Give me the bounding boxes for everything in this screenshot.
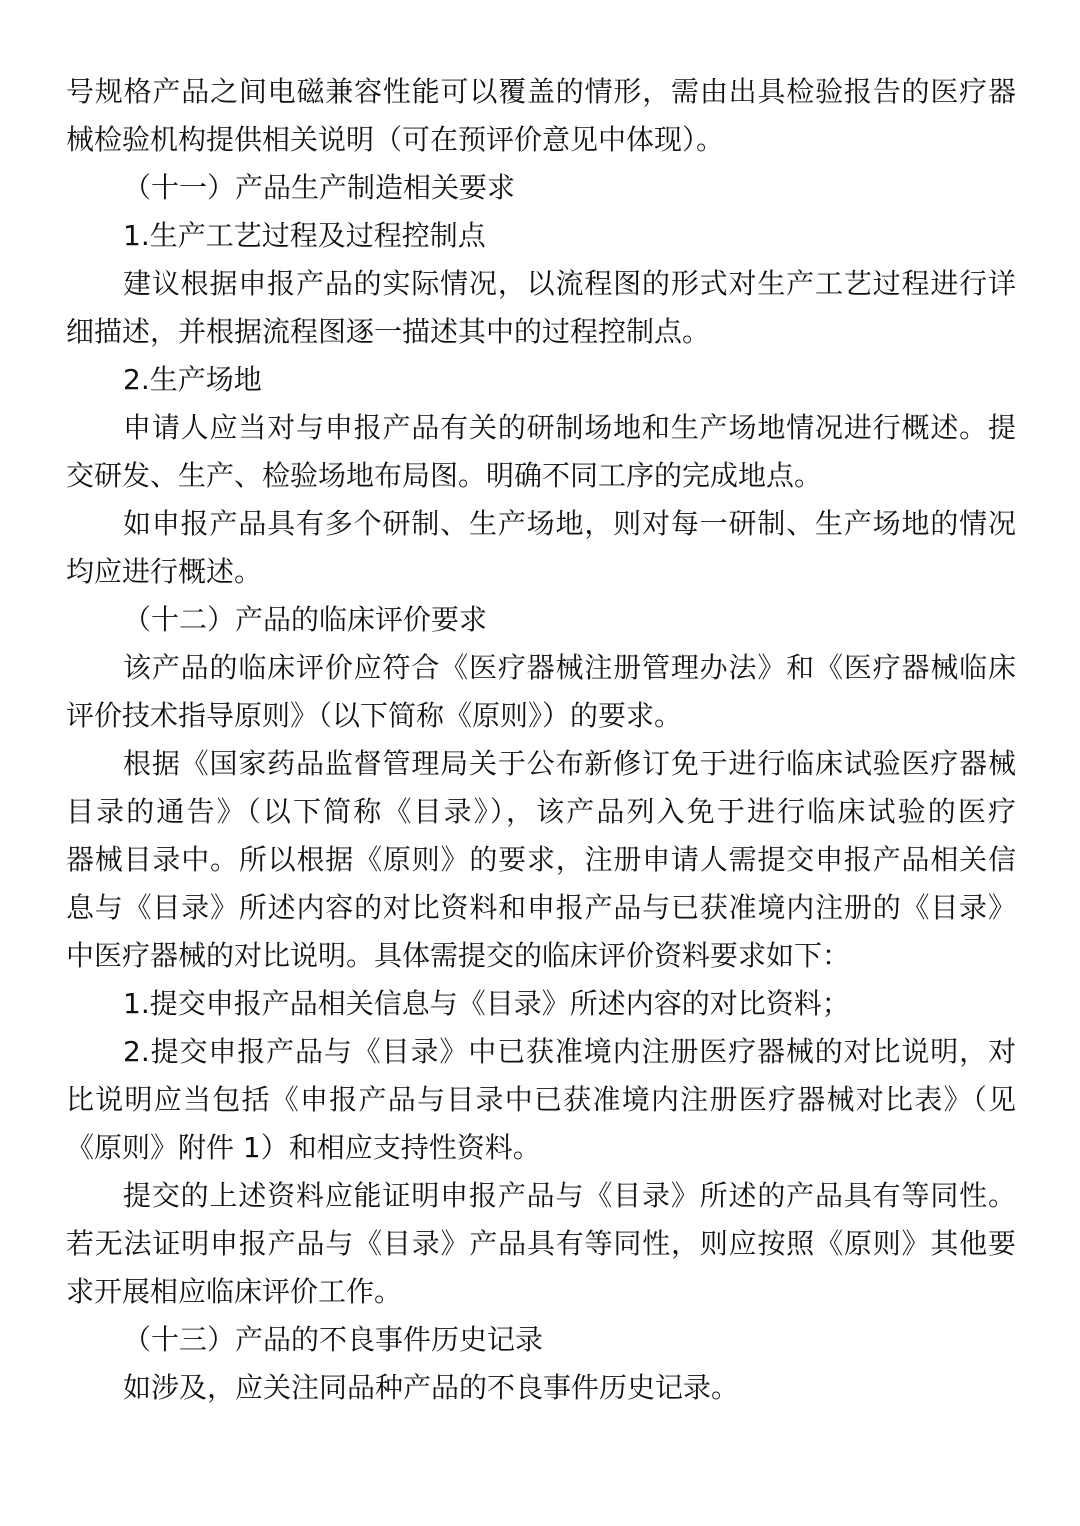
text-line: 1.提交申报产品相关信息与《目录》所述内容的对比资料； (123, 987, 850, 1020)
paragraph-item-2 (66, 1028, 1016, 1172)
text-line: 器械目录中。所以根据《原则》的要求，注册申请人需提交申报产品相关信 (66, 843, 1016, 876)
text-line: 提交的上述资料应能证明申报产品与《目录》所述的产品具有等同性。 (123, 1179, 1016, 1212)
text-line: 息与《目录》所述内容的对比资料和申报产品与已获准境内注册的《目录》 (66, 891, 1016, 924)
text-line: 目录的通告》（以下简称《目录》），该产品列入免于进行临床试验的医疗 (66, 795, 1016, 828)
text-line: 如申报产品具有多个研制、生产场地，则对每一研制、生产场地的情况 (123, 507, 1016, 540)
paragraph-site-overview (66, 404, 1016, 500)
text-line: 号规格产品之间电磁兼容性能可以覆盖的情形，需由出具检验报告的医疗器 (66, 75, 1016, 108)
text-line: 求开展相应临床评价工作。 (66, 1275, 403, 1308)
paragraph-adverse-events (66, 1364, 1016, 1412)
paragraph-process (66, 260, 1016, 356)
paragraph-emc-note (66, 68, 1016, 164)
text-line: 根据《国家药品监督管理局关于公布新修订免于进行临床试验医疗器械 (123, 747, 1016, 780)
paragraph-clinical-rules (66, 644, 1016, 740)
text-line: 评价技术指导原则》（以下简称《原则》）的要求。 (66, 699, 683, 732)
subsection-heading-site: 2.生产场地 (123, 363, 262, 396)
text-line: 2.提交申报产品与《目录》中已获准境内注册医疗器械的对比说明，对 (123, 1035, 1016, 1068)
text-line: 建议根据申报产品的实际情况，以流程图的形式对生产工艺过程进行详 (123, 267, 1016, 300)
text-line: 中医疗器械的对比说明。具体需提交的临床评价资料要求如下： (66, 939, 851, 972)
text-line: 《原则》附件 1）和相应支持性资料。 (66, 1131, 541, 1164)
section-heading-11: （十一）产品生产制造相关要求 (123, 171, 516, 204)
text-line: 械检验机构提供相关说明（可在预评价意见中体现）。 (66, 123, 725, 156)
text-line: 如涉及，应关注同品种产品的不良事件历史记录。 (123, 1371, 740, 1404)
paragraph-equivalence (66, 1172, 1016, 1316)
text-line: 细描述，并根据流程图逐一描述其中的过程控制点。 (66, 315, 711, 348)
text-line: 比说明应当包括《申报产品与目录中已获准境内注册医疗器械对比表》（见 (66, 1083, 1016, 1116)
paragraph-item-1 (66, 980, 1016, 1028)
section-heading-13: （十三）产品的不良事件历史记录 (123, 1323, 544, 1356)
document-page (66, 68, 1016, 1412)
subsection-heading-process: 1.生产工艺过程及过程控制点 (123, 219, 486, 252)
paragraph-catalog (66, 740, 1016, 980)
text-line: 均应进行概述。 (66, 555, 263, 588)
text-line: 该产品的临床评价应符合《医疗器械注册管理办法》和《医疗器械临床 (123, 651, 1016, 684)
text-line: 申请人应当对与申报产品有关的研制场地和生产场地情况进行概述。提 (123, 411, 1016, 444)
text-line: 若无法证明申报产品与《目录》产品具有等同性，则应按照《原则》其他要 (66, 1227, 1016, 1260)
section-heading-12: （十二）产品的临床评价要求 (123, 603, 488, 636)
text-line: 交研发、生产、检验场地布局图。明确不同工序的完成地点。 (66, 459, 823, 492)
paragraph-multi-site (66, 500, 1016, 596)
